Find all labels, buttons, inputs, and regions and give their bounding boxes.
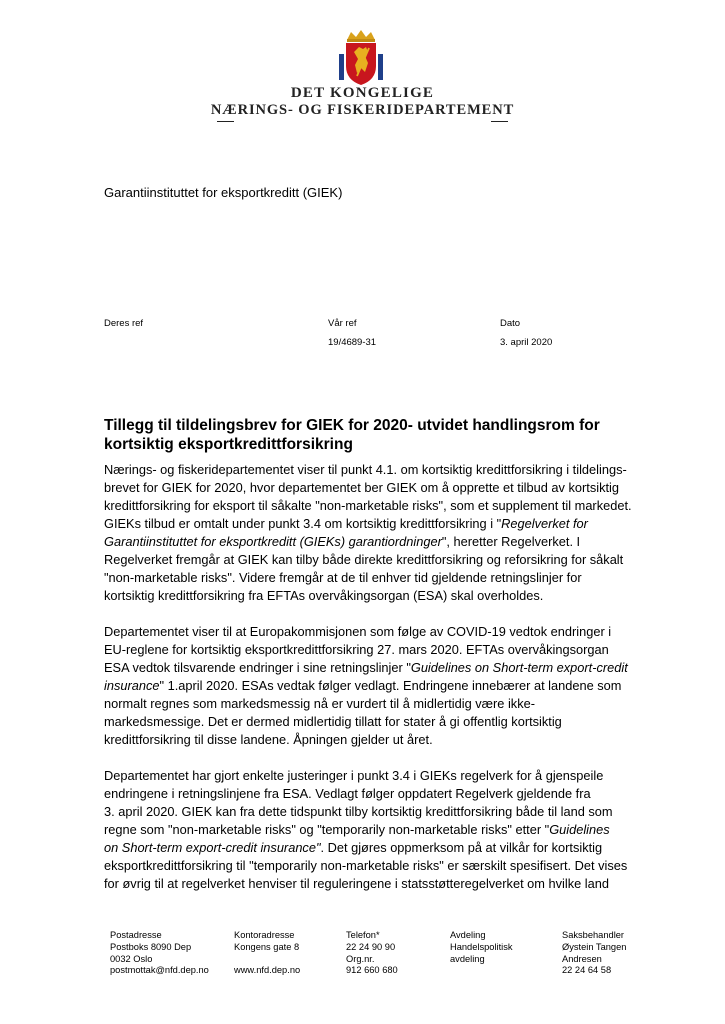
- body-line: "non-marketable risks". Videre fremgår at de til enhver tid gjeldende retningslinjer for: [104, 570, 582, 585]
- footer-label: Saksbehandler: [562, 930, 625, 940]
- body-line: eksportkredittforsikring til "temporarily non-marketable risks" er særskilt spesifisert. Det vises: [104, 858, 628, 873]
- body-line: EU-reglene for kortsiktig eksportkredittforsikring 27. mars 2020. EFTAs overvåkingsorgan: [104, 642, 609, 657]
- footer-website-link[interactable]: www.nfd.dep.no: [234, 965, 301, 976]
- body-line: 3. april 2020. GIEK kan fra dette tidspunkt tilby kortsiktig kredittforsikring både til land som: [104, 804, 613, 819]
- footer-text: Handelspolitisk: [450, 941, 513, 952]
- guidelines-title-italic: Guidelines on Short-term export-credit: [410, 660, 628, 675]
- footer-label: Postadresse: [110, 930, 162, 940]
- var-ref-label: Vår ref: [328, 318, 357, 329]
- footer-label: Telefon*: [346, 930, 380, 940]
- body-line: kredittforsikring for eksport til såkalte "non-marketable risks", som et supplement til markedet.: [104, 498, 632, 513]
- footer-label: Org.nr.: [346, 953, 375, 964]
- body-line: endringene i retningslinjene fra ESA. Vedlagt følger oppdatert Regelverk gjeldende fra: [104, 786, 591, 801]
- var-ref-value: 19/4689-31: [328, 337, 377, 348]
- body-line: Nærings- og fiskeridepartementet viser til punkt 4.1. om kortsiktig kredittforsikring i tildelings-: [104, 462, 627, 477]
- deres-ref-label: Deres ref: [104, 318, 144, 329]
- body-line: brevet for GIEK for 2020, hvor departementet ber GIEK om å opprette et tilbud av kortsiktig: [104, 480, 619, 495]
- footer-text: 22 24 90 90: [346, 941, 396, 952]
- regelverket-title-italic: Regelverket for: [501, 516, 588, 531]
- body-text: ", heretter Regelverket. I: [441, 534, 581, 549]
- guidelines-title-italic: insurance: [104, 678, 160, 693]
- footer-text: Kongens gate 8: [234, 941, 300, 952]
- body-text: ESA vedtok tilsvarende endringer i sine retningslinjer ": [104, 660, 411, 675]
- footer-text: avdeling: [450, 953, 485, 964]
- dato-label: Dato: [500, 318, 521, 329]
- guidelines-title-italic: on Short-term export-credit insurance": [104, 840, 321, 855]
- dato-value: 3. april 2020: [500, 337, 553, 348]
- header-rule-left: [217, 121, 234, 122]
- footer-label: Avdeling: [450, 930, 486, 940]
- footer-avdeling: [450, 930, 513, 965]
- body-line: [104, 822, 610, 838]
- footer-text: Postboks 8090 Dep: [110, 941, 192, 952]
- body-line: kredittforsikring til disse landene. Åpningen gjelder ut året.: [104, 732, 433, 747]
- header-rule-right: [491, 121, 508, 122]
- footer-telefon: [346, 930, 398, 977]
- footer-text: Øystein Tangen: [562, 941, 627, 952]
- body-text: regne som "non-marketable risks" og "temporarily non-marketable risks" etter ": [104, 822, 550, 837]
- footer-label: Kontoradresse: [234, 930, 295, 940]
- body-line: [104, 660, 628, 676]
- department-name-line2: NÆRINGS- OG FISKERIDEPARTEMENT: [210, 102, 515, 118]
- footer-postadresse: [110, 930, 209, 977]
- body-line: normalt regnes som markedsmessig nå er vurdert til å midlertidig være ikke-: [104, 696, 535, 711]
- recipient-address: Garantiinstituttet for eksportkreditt (GIEK): [104, 185, 343, 200]
- body-text: . Det gjøres oppmerksom på at vilkår for kortsiktig: [320, 840, 603, 855]
- body-line: [104, 516, 588, 532]
- letter-title: Tillegg til tildelingsbrev for GIEK for 2020- utvidet handlingsrom for kortsiktig eksportkredittforsikring: [104, 417, 600, 453]
- body-line: markedsmessige. Det er dermed midlertidig tillatt for stater å gi offentlig kortsiktig: [104, 714, 562, 729]
- body-text: " 1.april 2020. ESAs vedtak følger vedlagt. Endringene innebærer at landene som: [159, 678, 622, 693]
- footer-text: 22 24 64 58: [562, 965, 612, 976]
- body-line: for øvrig til at regelverket henviser til reguleringene i statsstøtteregelverket om hvilke land: [104, 876, 609, 891]
- regelverket-title-italic: Garantiinstituttet for eksportkreditt (GIEKs) garantiordninger: [104, 534, 442, 549]
- footer-saksbehandler: [562, 930, 626, 977]
- footer-kontoradresse: [234, 930, 300, 977]
- body-line: kortsiktig kredittforsikring fra EFTAs overvåkingsorgan (ESA) skal overholdes.: [104, 588, 544, 603]
- body-line: [104, 534, 580, 550]
- body-line: Regelverket fremgår at GIEK kan tilby både direkte kredittforsikring og reforsikring for såkalt: [104, 552, 624, 567]
- body-line: [104, 840, 602, 856]
- footer-email-link[interactable]: postmottak@nfd.dep.no: [110, 965, 209, 976]
- footer-text: Andresen: [562, 953, 602, 964]
- body-text: GIEKs tilbud er omtalt under punkt 3.4 om kortsiktig kredittforsikring i ": [104, 516, 502, 531]
- guidelines-title-italic: Guidelines: [549, 822, 610, 837]
- body-line: Departementet viser til at Europakommisjonen som følge av COVID-19 vedtok endringer i: [104, 624, 612, 639]
- body-line: [104, 678, 621, 694]
- department-name-line1: DET KONGELIGE: [290, 85, 435, 101]
- body-line: Departementet har gjort enkelte justeringer i punkt 3.4 i GIEKs regelverk for å gjenspeile: [104, 768, 604, 783]
- footer-text: 0032 Oslo: [110, 953, 153, 964]
- footer-text: 912 660 680: [346, 965, 398, 976]
- norwegian-coat-of-arms-icon: [337, 30, 385, 86]
